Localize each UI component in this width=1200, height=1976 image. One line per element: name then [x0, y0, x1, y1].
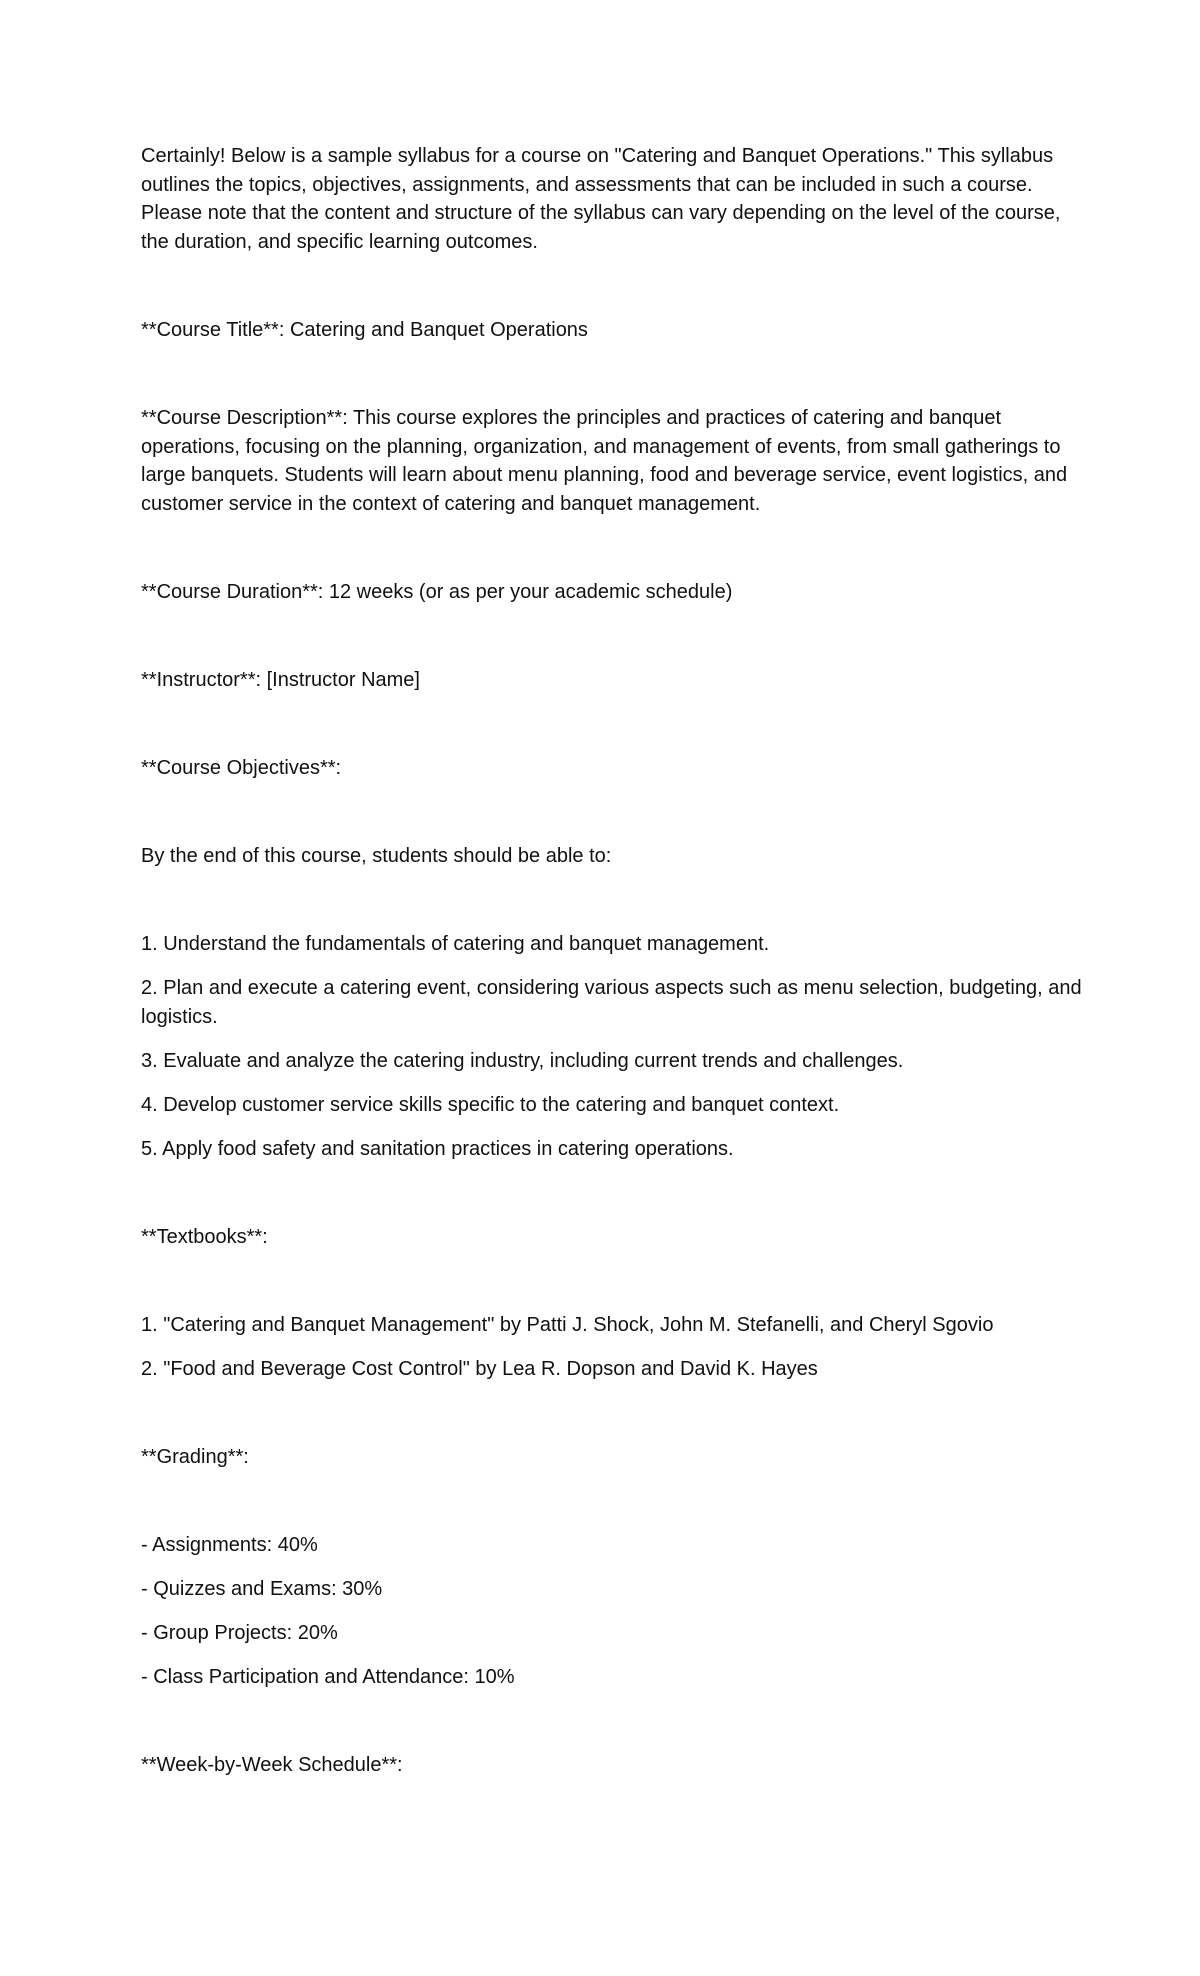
grading-item: - Group Projects: 20% — [141, 1622, 338, 1644]
course-description-line: large banquets. Students will learn about menu planning, food and beverage service, event logistics, and — [141, 464, 1068, 486]
course-description-line: operations, focusing on the planning, organization, and management of events, from small gatherings to — [141, 436, 1061, 458]
objective-item: 4. Develop customer service skills specific to the catering and banquet context. — [141, 1094, 840, 1116]
course-description-line: customer service in the context of catering and banquet management. — [141, 493, 761, 515]
grading-item: - Class Participation and Attendance: 10% — [141, 1666, 515, 1688]
course-description-line: **Course Description**: This course explores the principles and practices of catering and banquet — [141, 407, 1002, 429]
grading-item: - Assignments: 40% — [141, 1534, 318, 1556]
objectives-lead: By the end of this course, students should be able to: — [141, 845, 612, 867]
grading-item: - Quizzes and Exams: 30% — [141, 1578, 383, 1600]
instructor: **Instructor**: [Instructor Name] — [141, 669, 420, 691]
course-title: **Course Title**: Catering and Banquet Operations — [141, 319, 588, 341]
intro-line: Certainly! Below is a sample syllabus for a course on "Catering and Banquet Operations." This syllabus — [141, 145, 1054, 167]
course-duration: **Course Duration**: 12 weeks (or as per your academic schedule) — [141, 581, 733, 603]
grading-heading: **Grading**: — [141, 1446, 249, 1468]
intro-line: outlines the topics, objectives, assignments, and assessments that can be included in such a course. — [141, 174, 1033, 196]
objective-item: 1. Understand the fundamentals of catering and banquet management. — [141, 933, 770, 955]
textbook-item: 1. "Catering and Banquet Management" by Patti J. Shock, John M. Stefanelli, and Cheryl Sgovio — [141, 1314, 994, 1336]
objectives-heading: **Course Objectives**: — [141, 757, 342, 779]
intro-line: the duration, and specific learning outcomes. — [141, 231, 538, 253]
schedule-heading: **Week-by-Week Schedule**: — [141, 1754, 403, 1776]
intro-line: Please note that the content and structure of the syllabus can vary depending on the level of the course, — [141, 202, 1061, 224]
objective-item: 2. Plan and execute a catering event, considering various aspects such as menu selection, budgeting, and — [141, 977, 1082, 999]
textbook-item: 2. "Food and Beverage Cost Control" by Lea R. Dopson and David K. Hayes — [141, 1358, 818, 1380]
textbooks-heading: **Textbooks**: — [141, 1226, 268, 1248]
objective-item: 3. Evaluate and analyze the catering industry, including current trends and challenges. — [141, 1050, 904, 1072]
objective-item: 5. Apply food safety and sanitation practices in catering operations. — [141, 1138, 734, 1160]
objective-item: logistics. — [141, 1006, 218, 1028]
